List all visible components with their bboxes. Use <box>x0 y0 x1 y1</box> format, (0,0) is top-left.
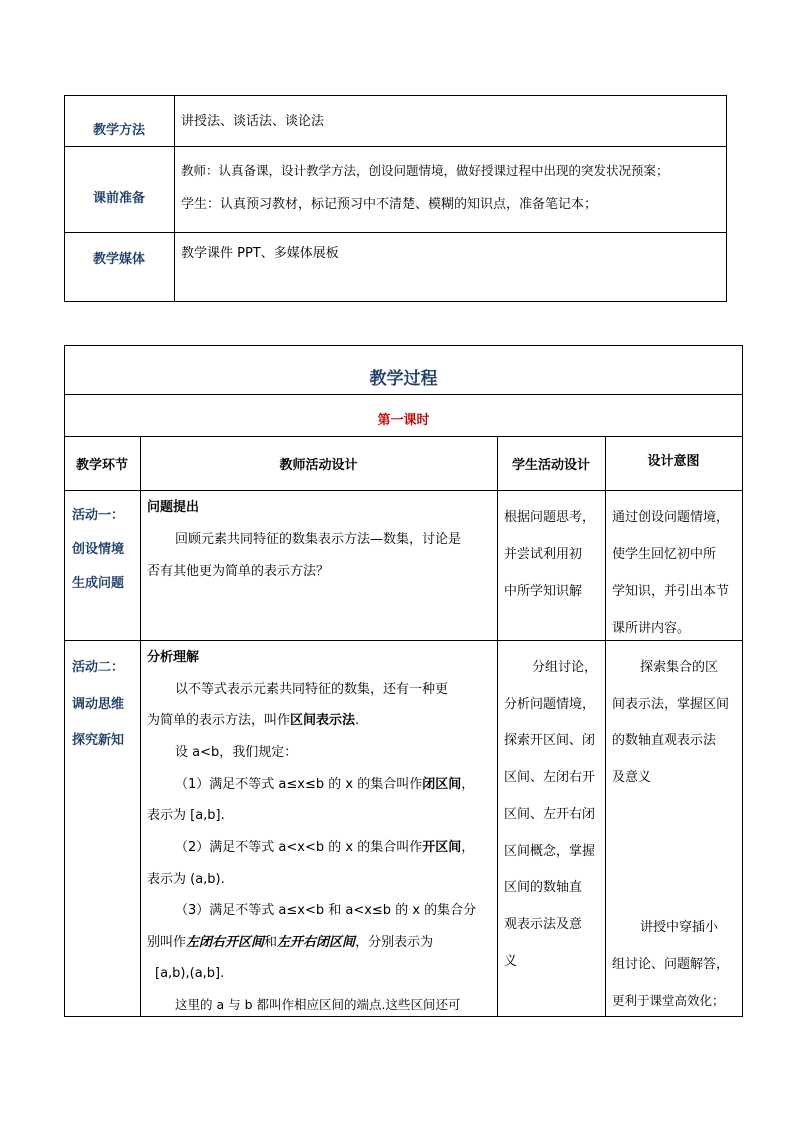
interval-notation-term: 区间表示法 <box>290 713 356 728</box>
row2-teacher-line-2 <box>147 713 359 729</box>
row2-stage-2: 调动思维 <box>72 697 125 712</box>
row1-student-line-3: 中所学知识解 <box>504 584 583 599</box>
row2-student-line-9: 义 <box>504 954 518 969</box>
row2-intent-a-2: 间表示法，掌握区间 <box>612 697 730 712</box>
row2-teacher-line-9c: 和 <box>264 935 278 950</box>
row1-intent-line-2: 使学生回忆初中所 <box>612 547 717 562</box>
row1-intent-line-3: 学知识，并引出本节 <box>612 584 730 599</box>
row2-teacher-line-5: 表示为 [a,b]. <box>147 808 225 823</box>
row2-student-line-3: 探索开区间、闭 <box>504 733 596 748</box>
row2-teacher-line-3: 设 a<b，我们规定： <box>175 745 298 760</box>
row2-intent-b-2: 组讨论、问题解答， <box>612 957 730 972</box>
row2-intent-b-1: 讲授中穿插小 <box>640 920 719 935</box>
row2-stage-1: 活动二： <box>72 660 125 675</box>
row1-teacher-heading: 问题提出 <box>147 500 200 515</box>
row2-teacher-line-10: [a,b),(a,b]. <box>155 966 225 981</box>
lesson-label: 第一课时 <box>377 413 430 428</box>
row1-student-line-1: 根据问题思考， <box>504 510 596 525</box>
row1-stage-2: 创设情境 <box>72 542 125 557</box>
row2-teacher-line-4a: （1）满足不等式 a≤x≤b 的 x 的集合叫作 <box>175 777 423 792</box>
prep-teacher: 教师：认真备课，设计教学方法，创设问题情境，做好授课过程中出现的突发状况预案； <box>181 163 669 178</box>
header-student: 学生活动设计 <box>511 458 590 473</box>
media-label: 教学媒体 <box>92 252 145 267</box>
row2-teacher-line-4c: ， <box>461 777 475 792</box>
media-value: 教学课件 PPT、多媒体展板 <box>181 246 339 261</box>
row2-student-line-8: 观表示法及意 <box>504 917 583 932</box>
row2-teacher-line-6c: ， <box>461 840 475 855</box>
closed-interval-term: 闭区间 <box>422 777 462 792</box>
row1-student-line-2: 并尝试利用初 <box>504 547 583 562</box>
row2-student-line-5: 区间、左开右闭 <box>504 807 596 822</box>
row2-intent-a-1: 探索集合的区 <box>640 660 719 675</box>
row1-stage-3: 生成问题 <box>72 576 125 591</box>
row2-intent-a-4: 及意义 <box>612 770 652 785</box>
row1-intent-line-1: 通过创设问题情境， <box>612 510 730 525</box>
prep-label: 课前准备 <box>92 191 145 206</box>
row2-student-line-4: 区间、左闭右开 <box>504 770 596 785</box>
row2-teacher-line-2c: . <box>355 713 360 728</box>
row2-teacher-heading: 分析理解 <box>147 650 200 665</box>
prep-student: 学生：认真预习教材，标记预习中不清楚、模糊的知识点，准备笔记本； <box>181 197 598 212</box>
row2-teacher-line-4 <box>175 777 474 793</box>
row1-teacher-line-1: 回顾元素共同特征的数集表示方法—数集，讨论是 <box>175 532 462 547</box>
method-value: 讲授法、谈话法、谈论法 <box>181 114 325 129</box>
row2-teacher-line-6 <box>175 840 474 856</box>
row2-teacher-line-11: 这里的 a 与 b 都叫作相应区间的端点.这些区间还可 <box>175 997 461 1012</box>
row2-intent-a-3: 的数轴直观表示法 <box>612 733 717 748</box>
row2-teacher-line-2a: 为简单的表示方法，叫作 <box>147 713 291 728</box>
row1-teacher-line-2: 否有其他更为简单的表示方法？ <box>147 564 330 579</box>
header-intent: 设计意图 <box>647 454 700 469</box>
left-open-right-closed-term: 左开右闭区间 <box>277 935 356 950</box>
process-title: 教学过程 <box>369 369 438 389</box>
row2-student-line-2: 分析问题情境， <box>504 697 596 712</box>
row2-intent-b-3: 更利于课堂高效化； <box>612 993 725 1008</box>
row2-student-line-7: 区间的数轴直 <box>504 880 583 895</box>
method-label: 教学方法 <box>92 123 145 138</box>
header-teacher: 教师活动设计 <box>279 458 358 473</box>
open-interval-term: 开区间 <box>422 840 462 855</box>
row2-student-line-1: 分组讨论， <box>532 660 598 675</box>
row2-teacher-line-9a: 别叫作 <box>147 935 187 950</box>
row2-teacher-line-1: 以不等式表示元素共同特征的数集，还有一种更 <box>175 682 449 697</box>
row2-student-line-6: 区间概念，掌握 <box>504 844 596 859</box>
header-stage: 教学环节 <box>75 458 128 473</box>
left-closed-right-open-term: 左闭右开区间 <box>186 935 265 950</box>
row1-stage-1: 活动一： <box>72 508 125 523</box>
row2-teacher-line-6a: （2）满足不等式 a<x<b 的 x 的集合叫作 <box>175 840 423 855</box>
row2-teacher-line-8: （3）满足不等式 a≤x<b 和 a<x≤b 的 x 的集合分 <box>175 903 477 918</box>
row2-teacher-line-9e: ，分别表示为 <box>355 935 434 950</box>
row2-teacher-line-9 <box>147 935 433 951</box>
row2-teacher-line-7: 表示为 (a,b). <box>147 872 225 887</box>
row2-stage-3: 探究新知 <box>72 733 125 748</box>
row1-intent-line-4: 课所讲内容。 <box>612 621 691 636</box>
